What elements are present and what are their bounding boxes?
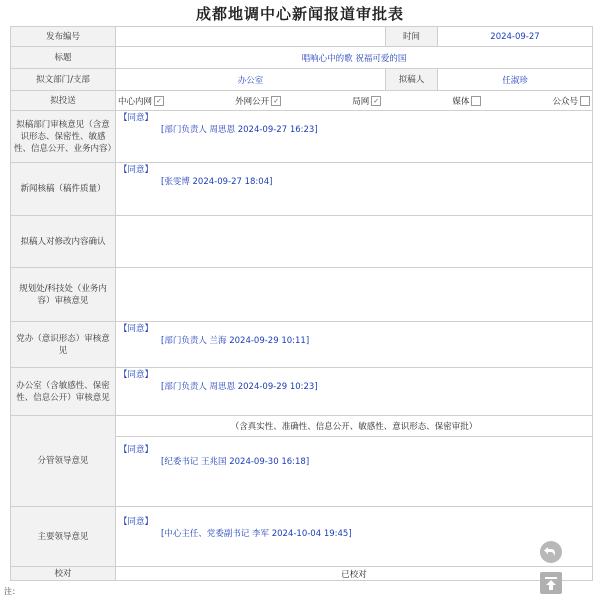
row-leader-review — [11, 416, 593, 507]
review-label: 规划处/科技处（业务内容）审核意见 — [11, 268, 116, 322]
drafter-label: 拟稿人 — [386, 69, 438, 91]
row-main-leader-review — [11, 507, 593, 567]
review-opinion — [116, 111, 593, 163]
subject-label: 标题 — [11, 47, 116, 69]
row-dept — [11, 69, 593, 91]
row-subject — [11, 47, 593, 69]
review-opinion — [116, 322, 593, 368]
checkbox-unchecked-icon[interactable] — [580, 96, 590, 106]
row-review-dept — [11, 111, 593, 163]
row-review-drafter-confirm — [11, 216, 593, 268]
row-review-planning — [11, 268, 593, 322]
scroll-top-icon[interactable] — [540, 572, 562, 594]
main-review-label: 主要领导意见 — [11, 507, 116, 567]
leader-review-opinion — [116, 416, 593, 507]
review-opinion — [116, 368, 593, 416]
review-status: 【同意】 — [119, 113, 154, 123]
review-label: 新闻核稿（稿件质量） — [11, 163, 116, 216]
row-proof — [11, 567, 593, 581]
review-status: 【同意】 — [119, 517, 154, 527]
row-doc-no — [11, 27, 593, 47]
review-label: 拟稿部门审核意见（含意识形态、保密性、敏感性、信息公开、业务内容） — [11, 111, 116, 163]
main-review-opinion — [116, 507, 593, 567]
row-send — [11, 91, 593, 111]
review-signature: [部门负责人 周思恩 2024-09-27 16:23] — [161, 125, 318, 135]
proof-label: 校对 — [11, 567, 116, 581]
review-signature: [纪委书记 王兆国 2024-09-30 16:18] — [161, 457, 310, 467]
review-status: 【同意】 — [119, 370, 154, 380]
doc-no-label: 发布编号 — [11, 27, 116, 47]
review-status: 【同意】 — [119, 165, 154, 175]
review-status: 【同意】 — [119, 324, 154, 334]
checkbox-checked-icon[interactable]: ✓ — [271, 96, 281, 106]
checkbox-unchecked-icon[interactable] — [471, 96, 481, 106]
review-signature: [部门负责人 周思恩 2024-09-29 10:23] — [161, 382, 318, 392]
proof-value: 已校对 — [116, 567, 593, 581]
send-option-media[interactable]: 媒体 — [452, 95, 481, 107]
send-options — [116, 91, 593, 111]
send-option-public-web[interactable]: 外网公开 ✓ — [235, 95, 281, 107]
review-opinion — [116, 163, 593, 216]
checkbox-checked-icon[interactable]: ✓ — [371, 96, 381, 106]
time-label: 时间 — [386, 27, 438, 47]
row-review-office — [11, 368, 593, 416]
leader-review-label: 分管领导意见 — [11, 416, 116, 507]
review-signature: [中心主任、党委副书记 李军 2024-10-04 19:45] — [161, 529, 352, 539]
review-opinion[interactable] — [116, 216, 593, 268]
subject-value[interactable]: 唱响心中的歌 祝福可爱的国 — [116, 47, 593, 69]
page-title: 成都地调中心新闻报道审批表 — [195, 5, 404, 23]
review-status: 【同意】 — [119, 445, 154, 455]
dept-label: 拟文部门/支部 — [11, 69, 116, 91]
send-option-bureau-web[interactable]: 局网 ✓ — [352, 95, 381, 107]
row-review-news — [11, 163, 593, 216]
send-option-intranet[interactable]: 中心内网 ✓ — [118, 95, 164, 107]
review-signature: [部门负责人 兰海 2024-09-29 10:11] — [161, 336, 310, 346]
review-opinion[interactable] — [116, 268, 593, 322]
checkbox-checked-icon[interactable]: ✓ — [154, 96, 164, 106]
dept-value: 办公室 — [116, 69, 386, 91]
back-arrow-icon[interactable] — [540, 541, 562, 563]
row-review-party-office — [11, 322, 593, 368]
approval-form-table — [10, 26, 593, 581]
time-value: 2024-09-27 — [438, 27, 593, 47]
leader-review-note: （含真实性、准确性、信息公开、敏感性、意识形态、保密审批） — [230, 422, 478, 432]
drafter-value: 任淑珍 — [438, 69, 593, 91]
send-option-wechat[interactable]: 公众号 — [552, 95, 590, 107]
review-label: 办公室（含敏感性、保密性、信息公开）审核意见 — [11, 368, 116, 416]
send-label: 拟投送 — [11, 91, 116, 111]
doc-no-value[interactable] — [116, 27, 386, 47]
review-label: 拟稿人对修改内容确认 — [11, 216, 116, 268]
review-label: 党办（意识形态）审核意见 — [11, 322, 116, 368]
review-signature: [张雯博 2024-09-27 18:04] — [161, 177, 273, 187]
footnote: 注： — [4, 587, 20, 596]
